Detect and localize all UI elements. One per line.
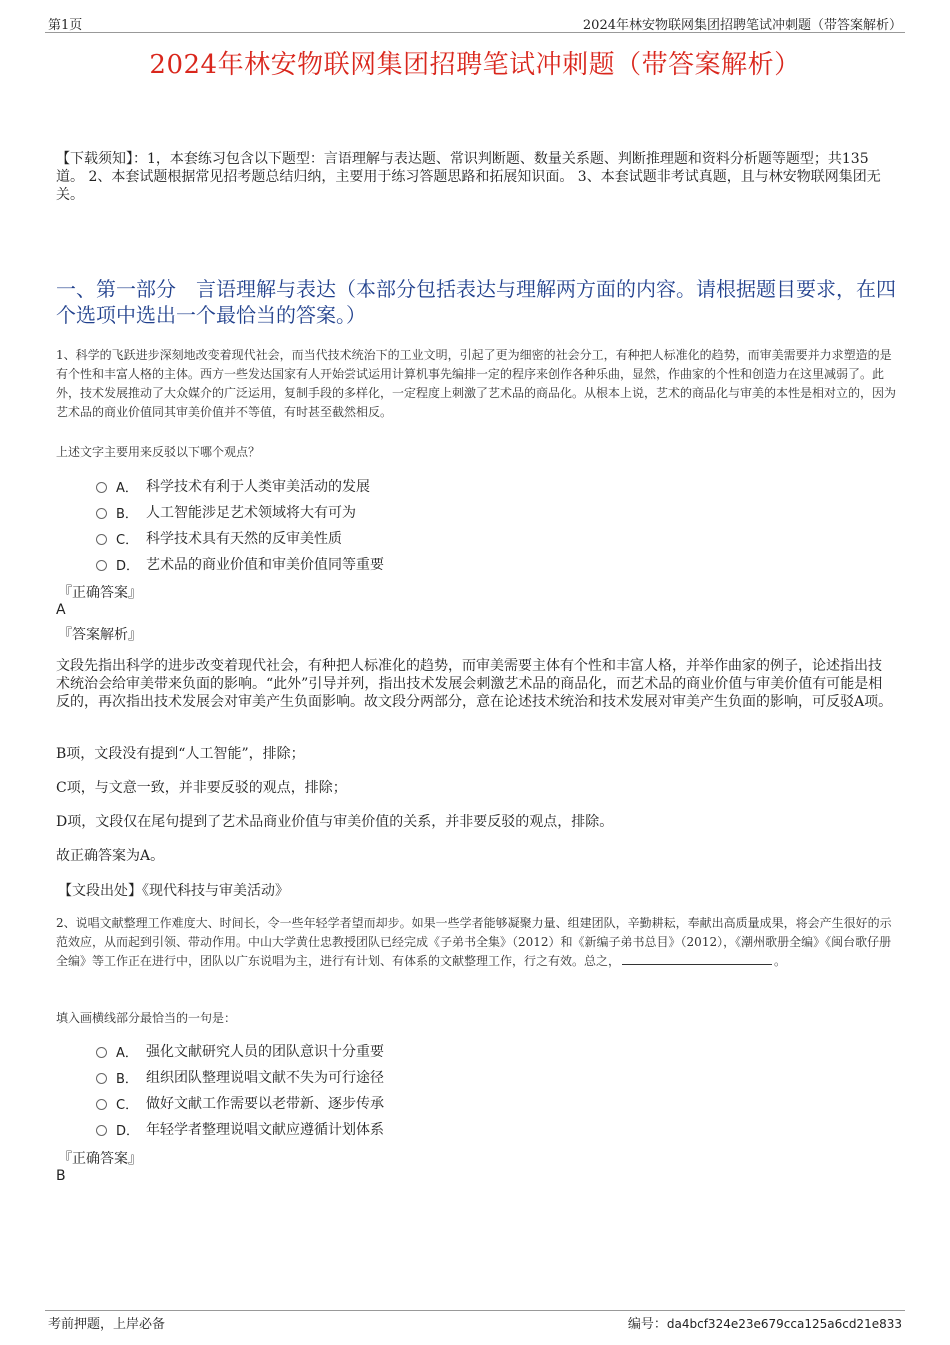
section-title [56, 276, 896, 328]
option-a[interactable]: A． 强化文献研究人员的团队意识十分重要 [96, 1038, 696, 1064]
correct-answer: B [56, 1168, 66, 1184]
analysis-conclusion: 故正确答案为A。 [56, 848, 165, 864]
answer-label: 『正确答案』 [58, 585, 142, 601]
question-1-prompt: 上述文字主要用来反驳以下哪个观点？ [56, 445, 261, 459]
option-b[interactable]: B． 组织团队整理说唱文献不失为可行途径 [96, 1064, 696, 1090]
option-d[interactable]: D． 年轻学者整理说唱文献应遵循计划体系 [96, 1116, 696, 1142]
question-2-prompt: 填入画横线部分最恰当的一句是： [56, 1011, 237, 1025]
code-value: da4bcf324e23e679cca125a6cd21e833 [666, 1317, 902, 1331]
header-divider [45, 32, 905, 33]
question-2-text: 2、说唱文献整理工作难度大、时间长，令一些年轻学者望而却步。如果一些学者能够凝聚力量、组建团队，辛勤耕耘，奉献出高质量成果，将会产生很好的示范效应，从而起到引领、带动作用。中山大学黄仕忠教授团队已经完成《子弟书全集》（2012）和《新编子弟书总目》（2012），《潮州歌册全编》《闽台歌仔册全编》等工作正在进行中，团队以广东说唱为主，进行有计划、有体系的文献整理工作，行之有效。总之， 。 [56, 916, 892, 968]
radio-icon[interactable] [96, 1125, 107, 1136]
analysis-label: 『答案解析』 [58, 627, 142, 643]
document-title: 2024年林安物联网集团招聘笔试冲刺题（带答案解析） [149, 50, 801, 80]
analysis-option-c: C项，与文意一致，并非要反驳的观点，排除； [56, 780, 347, 796]
radio-icon[interactable] [96, 1099, 107, 1110]
answer-label: 『正确答案』 [58, 1151, 142, 1167]
footer-slogan: 考前押题，上岸必备 [48, 1317, 166, 1332]
analysis-paragraph: 文段先指出科学的进步改变着现代社会，有种把人标准化的趋势，而审美需要主体有个性和丰富人格，并举作曲家的例子，论述指出技术统治会给审美带来负面的影响。“此外”引导并列，指出技术发展会刺激艺术品的商品化，而艺术品的商业价值与审美价值有可能是相反的，再次指出技术发展会对审美产生负面影响。故文段分两部分，意在论述技术统治和技术发展对审美产生负面的影响，可反驳A项。 [56, 658, 893, 710]
radio-icon[interactable] [96, 508, 107, 519]
section-part: 一、第一部分 [56, 277, 176, 301]
download-notice: 【下载须知】：1，本套练习包含以下题型：言语理解与表达题、常识判断题、数量关系题、判断推理题和资料分析题等题型；共135道。 2、本套试题根据常见招考题总结归纳，主要用于练习答题思路和拓展知识面。 3、本套试题非考试真题，且与林安物联网集团无关。 [56, 151, 881, 203]
question-2-options [96, 1038, 696, 1142]
option-d[interactable]: D． 艺术品的商业价值和审美价值同等重要 [96, 551, 696, 577]
radio-icon[interactable] [96, 534, 107, 545]
radio-icon[interactable] [96, 560, 107, 571]
code-label: 编号： [627, 1317, 667, 1332]
footer-code [628, 1313, 902, 1332]
analysis-option-d: D项，文段仅在尾句提到了艺术品商业价值与审美价值的关系，并非要反驳的观点，排除。 [56, 814, 614, 830]
fill-blank [622, 953, 772, 965]
option-c[interactable]: C． 做好文献工作需要以老带新、逐步传承 [96, 1090, 696, 1116]
option-a[interactable]: A． 科学技术有利于人类审美活动的发展 [96, 473, 696, 499]
radio-icon[interactable] [96, 1073, 107, 1084]
correct-answer: A [56, 602, 66, 618]
radio-icon[interactable] [96, 1047, 107, 1058]
footer-divider [45, 1310, 905, 1311]
page-number: 第1页 [48, 18, 83, 33]
text-source: 【文段出处】《现代科技与审美活动》 [58, 883, 289, 899]
option-c[interactable]: C． 科学技术具有天然的反审美性质 [96, 525, 696, 551]
option-b[interactable]: B． 人工智能涉足艺术领域将大有可为 [96, 499, 696, 525]
question-1-options [96, 473, 696, 577]
section-description: 言语理解与表达（本部分包括表达与理解两方面的内容。请根据题目要求，在四个选项中选出一个最恰当的答案。） [56, 277, 896, 327]
analysis-option-b: B项，文段没有提到“人工智能”，排除； [56, 746, 305, 762]
header-doc-title: 2024年林安物联网集团招聘笔试冲刺题（带答案解析） [582, 18, 902, 33]
radio-icon[interactable] [96, 482, 107, 493]
question-1-text: 1、科学的飞跃进步深刻地改变着现代社会，而当代技术统治下的工业文明，引起了更为细密的社会分工，有种把人标准化的趋势，而审美需要并力求塑造的是有个性和丰富人格的主体。西方一些发达国家有人开始尝试运用计算机事先编排一定的程序来创作各种乐曲，显然，作曲家的个性和创造力在这里减弱了。此外，技术发展推动了大众媒介的广泛运用，复制手段的多样化，一定程度上刺激了艺术品的商品化。从根本上说，艺术的商品化与审美的本性是相对立的，因为艺术品的商业价值同其审美价值并不等值，有时甚至截然相反。 [56, 348, 897, 419]
